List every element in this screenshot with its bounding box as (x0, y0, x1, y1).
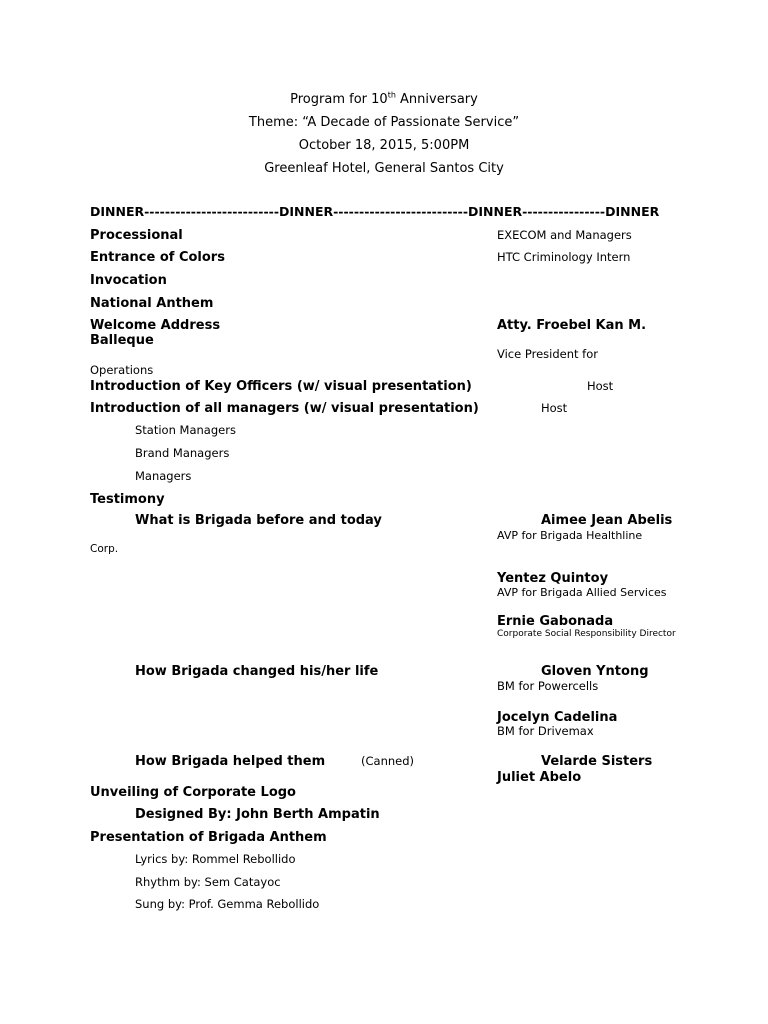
welcome-role: Vice President for (497, 347, 598, 361)
ernie-role: Corporate Social Responsibility Director (497, 629, 676, 639)
sung-by: Sung by: Prof. Gemma Rebollido (135, 897, 320, 911)
anthem-item: National Anthem (90, 296, 214, 311)
welcome-by: Atty. Froebel Kan M. (497, 318, 647, 333)
invocation-item: Invocation (90, 273, 167, 288)
dinner-line: DINNER--------------------------DINNER--------------------------DINNER----------------DINNER (90, 204, 660, 219)
colors-item: Entrance of Colors (90, 250, 225, 265)
corp-text: Corp. (90, 543, 119, 555)
brand-managers: Brand Managers (135, 446, 230, 460)
lyrics-by: Lyrics by: Rommel Rebollido (135, 852, 296, 866)
station-managers: Station Managers (135, 423, 236, 437)
testimony-item: Testimony (90, 492, 165, 507)
program-date: October 18, 2015, 5:00PM (298, 138, 470, 153)
ernie-name: Ernie Gabonada (497, 614, 614, 629)
gloven-role: BM for Powercells (497, 679, 599, 693)
key-officers-by: Host (587, 379, 614, 393)
helped-item: How Brigada helped them (135, 754, 326, 769)
welcome-role-cont: Operations (90, 363, 154, 377)
designed-by: Designed By: John Berth Ampatin (135, 807, 380, 822)
processional-by: EXECOM and Managers (497, 228, 632, 242)
all-managers-item: Introduction of all managers (w/ visual presentation) (90, 401, 479, 416)
yentez-role: AVP for Brigada Allied Services (497, 586, 667, 599)
brigada-anthem-item: Presentation of Brigada Anthem (90, 830, 327, 845)
managers: Managers (135, 469, 192, 483)
changed-item: How Brigada changed his/her life (135, 664, 379, 679)
juliet-name: Juliet Abelo (497, 770, 582, 785)
all-managers-by: Host (541, 401, 568, 415)
program-title: Program for 10th Anniversary (290, 90, 478, 107)
jocelyn-role: BM for Drivemax (497, 724, 594, 738)
welcome-item: Welcome Address (90, 318, 221, 333)
welcome-by-cont: Balleque (90, 333, 154, 348)
velarde-name: Velarde Sisters (541, 754, 653, 769)
key-officers-item: Introduction of Key Officers (w/ visual presentation) (90, 379, 472, 394)
rhythm-by: Rhythm by: Sem Catayoc (135, 875, 281, 889)
what-is-role: AVP for Brigada Healthline (497, 529, 643, 542)
what-is-item: What is Brigada before and today (135, 513, 382, 528)
logo-item: Unveiling of Corporate Logo (90, 785, 296, 800)
program-theme: Theme: “A Decade of Passionate Service” (248, 115, 520, 130)
processional-item: Processional (90, 228, 183, 243)
program-venue: Greenleaf Hotel, General Santos City (264, 161, 504, 176)
yentez-name: Yentez Quintoy (497, 571, 609, 586)
gloven-name: Gloven Yntong (541, 664, 649, 679)
title-superscript: th (387, 90, 396, 100)
what-is-by: Aimee Jean Abelis (541, 513, 673, 528)
canned-note: (Canned) (361, 754, 415, 768)
jocelyn-name: Jocelyn Cadelina (497, 710, 618, 725)
colors-by: HTC Criminology Intern (497, 250, 631, 264)
